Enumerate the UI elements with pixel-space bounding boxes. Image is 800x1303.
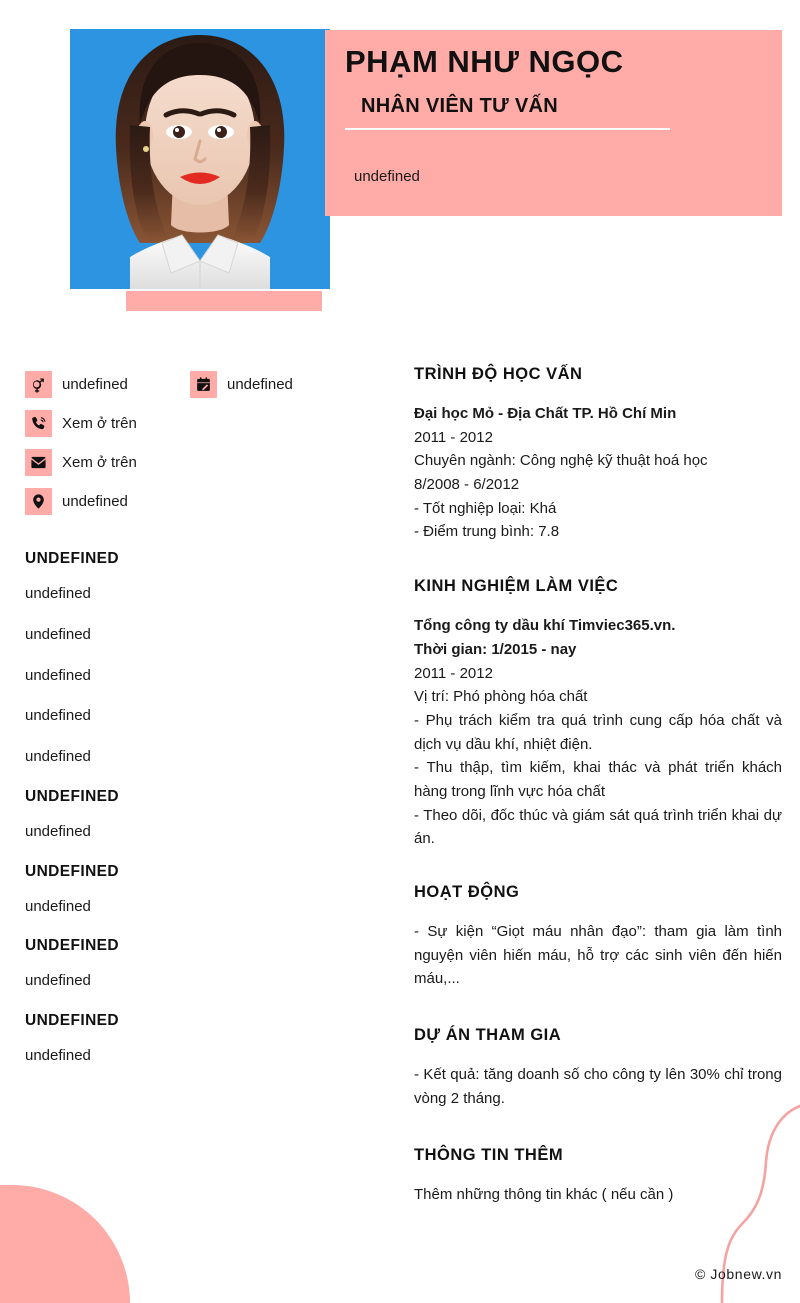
sidebar-item: undefined (25, 707, 91, 725)
sidebar-item: undefined (25, 897, 91, 915)
sidebar-section-2 (25, 863, 385, 917)
section-activities (414, 883, 782, 991)
section-title: THÔNG TIN THÊM (414, 1146, 564, 1165)
education-school: Đại học Mỏ - Địa Chất TP. Hồ Chí Min (414, 405, 677, 422)
contact-item-email[interactable] (25, 443, 385, 482)
experience-position: Vị trí: Phó phòng hóa chất (414, 688, 588, 706)
phone-icon (25, 410, 52, 437)
email-icon (25, 449, 52, 476)
sidebar-section-title: UNDEFINED (25, 550, 120, 567)
experience-bullet: - Phụ trách kiểm tra quá trình cung cấp hóa chất và dịch vụ dầu khí, nhiệt điện. (414, 711, 782, 753)
page-title: PHẠM NHƯ NGỌC (345, 44, 624, 79)
projects-body: - Kết quả: tăng doanh số cho công ty lên 30% chỉ trong vòng 2 tháng. (414, 1066, 782, 1107)
sidebar-section-title: UNDEFINED (25, 937, 120, 955)
contact-value: undefined (62, 493, 128, 510)
experience-company: Tổng công ty dầu khí Timviec365.vn. (414, 617, 676, 635)
sidebar-item: undefined (25, 666, 91, 684)
calendar-icon (190, 371, 217, 398)
more-info-body: Thêm những thông tin khác ( nếu cần ) (414, 1186, 674, 1204)
section-experience (414, 577, 782, 851)
sidebar-section-0 (25, 550, 385, 767)
section-title: TRÌNH ĐỘ HỌC VẤN (414, 365, 583, 383)
contact-row-pair (25, 365, 385, 404)
education-period: 8/2008 - 6/2012 (414, 476, 520, 494)
gender-icon (25, 371, 52, 398)
contact-list (25, 365, 385, 521)
main-content (414, 365, 782, 1207)
contact-item-birthday[interactable] (190, 365, 293, 404)
corner-decoration (0, 1185, 130, 1303)
section-more-info (414, 1146, 782, 1207)
education-major: Chuyên ngành: Công nghệ kỹ thuật hoá học (414, 452, 708, 470)
contact-value: undefined (227, 376, 293, 393)
sidebar-item: undefined (25, 822, 91, 840)
sidebar-section-title: UNDEFINED (25, 862, 120, 880)
title-divider (345, 128, 670, 130)
sidebar-item: undefined (25, 748, 91, 765)
contact-item-location[interactable] (25, 482, 385, 521)
location-icon (25, 488, 52, 515)
contact-item-gender[interactable] (25, 365, 190, 404)
contact-value: Xem ở trên (62, 415, 137, 432)
footer-credit: © Jobnew.vn (695, 1266, 782, 1282)
header-banner (325, 30, 782, 216)
contact-value: Xem ở trên (62, 454, 137, 471)
section-education (414, 365, 782, 544)
experience-years: 2011 - 2012 (414, 664, 493, 682)
sidebar-section-title: UNDEFINED (25, 1012, 120, 1029)
sidebar-section-4 (25, 1012, 385, 1066)
experience-time: Thời gian: 1/2015 - nay (414, 640, 577, 658)
job-title: NHÂN VIÊN TƯ VẤN (361, 95, 558, 117)
avatar (70, 29, 330, 289)
sidebar-item: undefined (25, 972, 91, 990)
sidebar-section-title: UNDEFINED (25, 787, 120, 805)
section-title: HOẠT ĐỘNG (414, 883, 520, 901)
section-title: DỰ ÁN THAM GIA (414, 1026, 562, 1045)
section-title: KINH NGHIỆM LÀM VIỆC (414, 577, 619, 596)
sidebar-item: undefined (25, 1047, 91, 1064)
header-extra-text: undefined (354, 168, 420, 185)
section-projects (414, 1026, 782, 1110)
activities-body: - Sự kiện “Giọt máu nhân đạo”: tham gia làm tình nguyện viên hiến máu, hỗ trợ các sinh viên đến hiến máu,... (414, 923, 782, 988)
contact-value: undefined (62, 376, 128, 393)
sidebar-section-3 (25, 937, 385, 991)
sidebar-item: undefined (25, 625, 91, 643)
education-grade: - Tốt nghiệp loại: Khá (414, 499, 557, 517)
sidebar (25, 365, 385, 1066)
experience-bullet: - Thu thập, tìm kiếm, khai thác và phát triển khách hàng trong lĩnh vực hóa chất (414, 759, 782, 800)
photo-accent-strip (126, 291, 322, 311)
education-gpa: - Điểm trung bình: 7.8 (414, 523, 560, 541)
sidebar-section-1 (25, 788, 385, 842)
experience-bullet: - Theo dõi, đốc thúc và giám sát quá trình triển khai dự án. (414, 806, 782, 848)
education-years: 2011 - 2012 (414, 428, 493, 446)
sidebar-item: undefined (25, 585, 91, 602)
contact-item-phone[interactable] (25, 404, 385, 443)
